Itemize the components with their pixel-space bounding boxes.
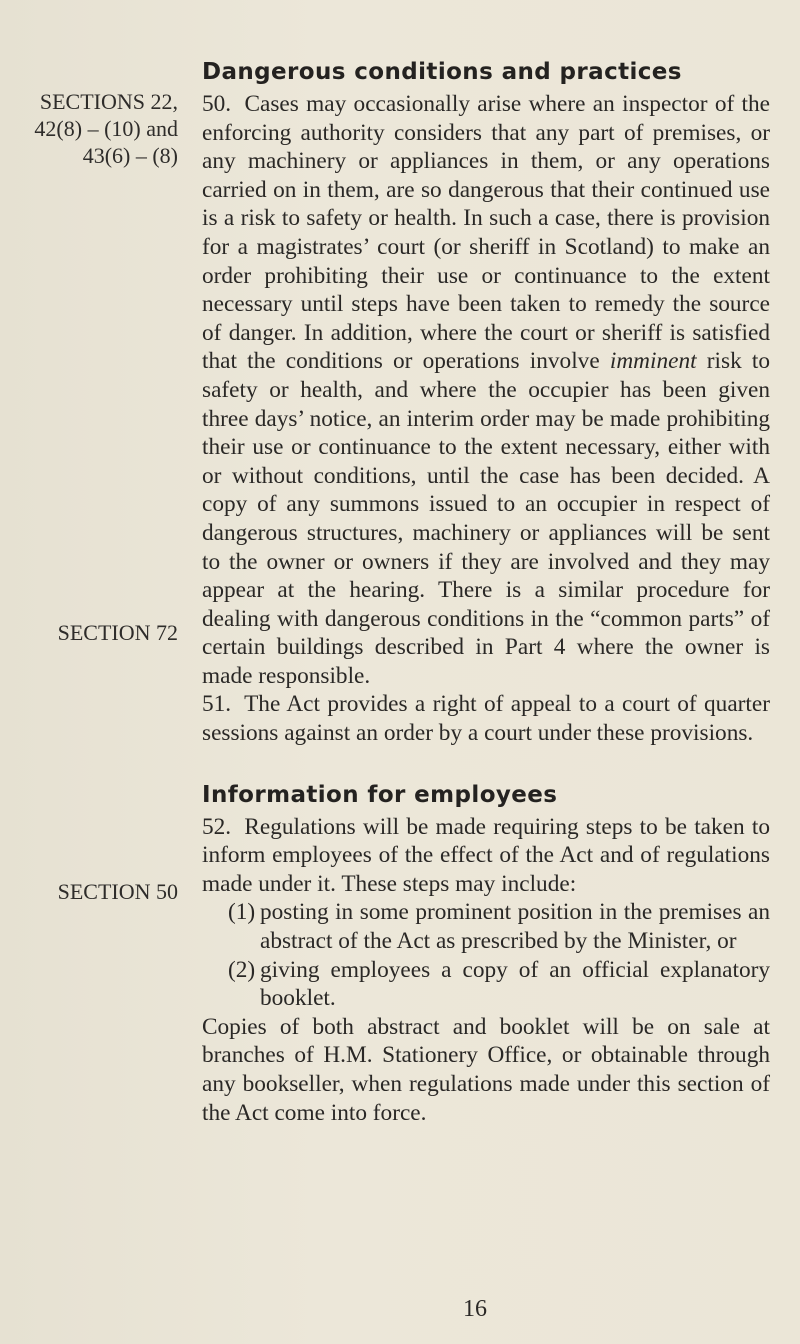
margin-note-sections-22-42-43 (24, 88, 178, 169)
margin-note-line: 43(6) – (8) (82, 143, 178, 168)
list-item (202, 956, 770, 1013)
paragraph-number: 50. (202, 91, 232, 117)
margin-note-line: 42(8) – (10) and (34, 116, 178, 141)
paragraph-text: Regulations will be made requiring steps to be taken to inform employees of the effect of the Act and of regulations made under it. These steps may include: (202, 813, 770, 897)
margin-note-line: SECTION 72 (57, 620, 178, 645)
paragraph-52 (202, 813, 770, 899)
list-marker: (1) (228, 899, 256, 926)
main-text-column (202, 54, 770, 1127)
margin-note-line: SECTION 50 (57, 879, 178, 904)
paragraph-text: risk to safety or health, and where the occupier has been given three days’ notice, an interim order may be made prohibiting their use or continuance to the extent necessary, either with or without conditions, until the case has been decided. A copy of any summons issued to an occupier in respect of dangerous structures, machinery or appliances will be sent to the owner or owners if they are involved and they may appear at the hearing. There is a similar procedure for dealing with dangerous conditions in the “common parts” of certain buildings described in Part 4 where the owner is made responsible. (202, 348, 771, 689)
emphasis-text: imminent (609, 348, 697, 375)
margin-note-section-50 (24, 878, 178, 905)
margin-note-line: SECTIONS 22, (39, 89, 178, 114)
margin-note-section-72 (24, 619, 178, 646)
closing-paragraph: Copies of both abstract and booklet will be on sale at branches of H.M. Stationery Office, or obtainable through any bookseller, when regulations made under this section of the Act come into force. (202, 1013, 770, 1126)
paragraph-text: Cases may occasionally arise where an inspector of the enforcing authority considers that any part of premises, or any machinery or appliances in them, or any operations carried on in them, are so dangerous that their continued use is a risk to safety or health. In such a case, there is provision for a magistrates’ court (or sheriff in Scotland) to make an order prohibiting their use or continuance to the extent necessary until steps have been taken to remedy the source of danger. In addition, where the court or sheriff is satisfied that the conditions or operations involve (202, 91, 771, 375)
list-item-text: posting in some prominent position in the premises an abstract of the Act as prescribed by the Minister, or (260, 899, 770, 955)
steps-list (202, 898, 770, 1012)
paragraph-51 (202, 690, 770, 747)
list-item-text: giving employees a copy of an official explanatory booklet. (260, 956, 770, 1012)
paragraph-number: 51. (202, 691, 232, 718)
section-heading-dangerous-conditions: Dangerous conditions and practices (202, 59, 682, 85)
section-spacer (202, 748, 770, 777)
paragraph-number: 52. (202, 813, 232, 840)
paragraph-50 (202, 90, 770, 690)
list-marker: (2) (228, 956, 256, 983)
page-number: 16 (463, 1296, 487, 1322)
section-heading-information-for-employees: Information for employees (202, 781, 558, 808)
list-item (202, 898, 770, 955)
paragraph-text: The Act provides a right of appeal to a court of quarter sessions against an order by a court under these provisions. (202, 691, 770, 747)
